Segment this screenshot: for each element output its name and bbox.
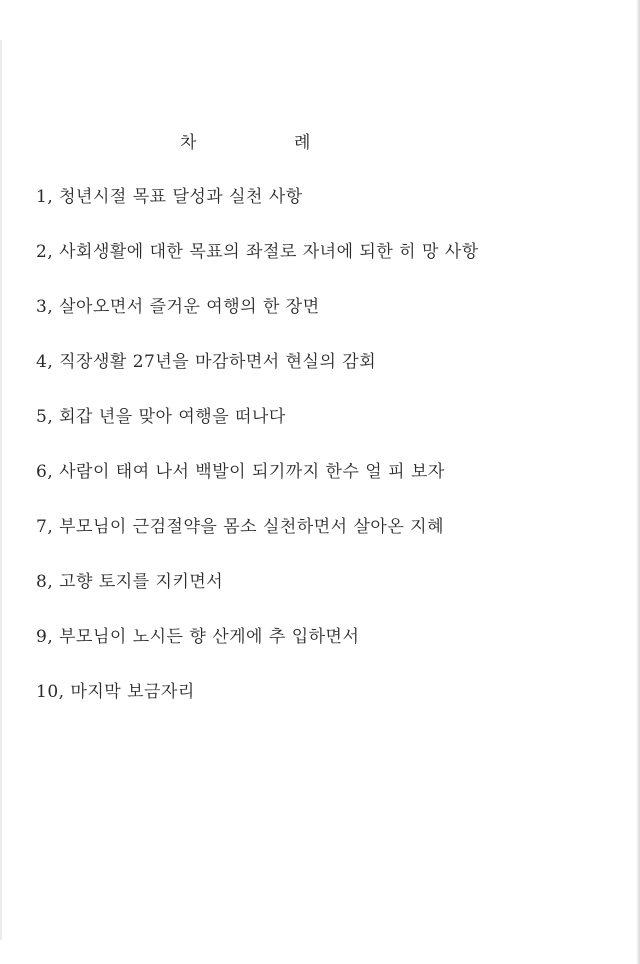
toc-item: 2, 사회생활에 대한 목표의 좌절로 자녀에 되한 히 망 사항 (36, 242, 479, 262)
toc-item: 3, 살아오면서 즐거운 여행의 한 장면 (36, 297, 320, 317)
toc-item: 9, 부모님이 노시든 향 산게에 추 입하면서 (36, 627, 360, 647)
title-char-2: 례 (294, 133, 311, 153)
toc-item: 1, 청년시절 목표 달성과 실천 사항 (36, 187, 303, 207)
toc-item: 10, 마지막 보금자리 (36, 682, 195, 702)
page-title (0, 128, 640, 156)
toc-item: 5, 회갑 년을 맞아 여행을 떠나다 (36, 407, 286, 427)
toc-item: 8, 고향 토지를 지키면서 (36, 572, 224, 592)
scan-edge-left (0, 40, 2, 940)
scan-edge-right (636, 0, 640, 964)
table-of-contents (36, 184, 626, 734)
toc-item: 7, 부모님이 근검절약을 몸소 실천하면서 살아온 지혜 (36, 517, 445, 537)
toc-item: 4, 직장생활 27년을 마감하면서 현실의 감회 (36, 352, 377, 372)
title-char-1: 차 (180, 133, 197, 153)
toc-item: 6, 사람이 태여 나서 백발이 되기까지 한수 얼 피 보자 (36, 462, 445, 482)
